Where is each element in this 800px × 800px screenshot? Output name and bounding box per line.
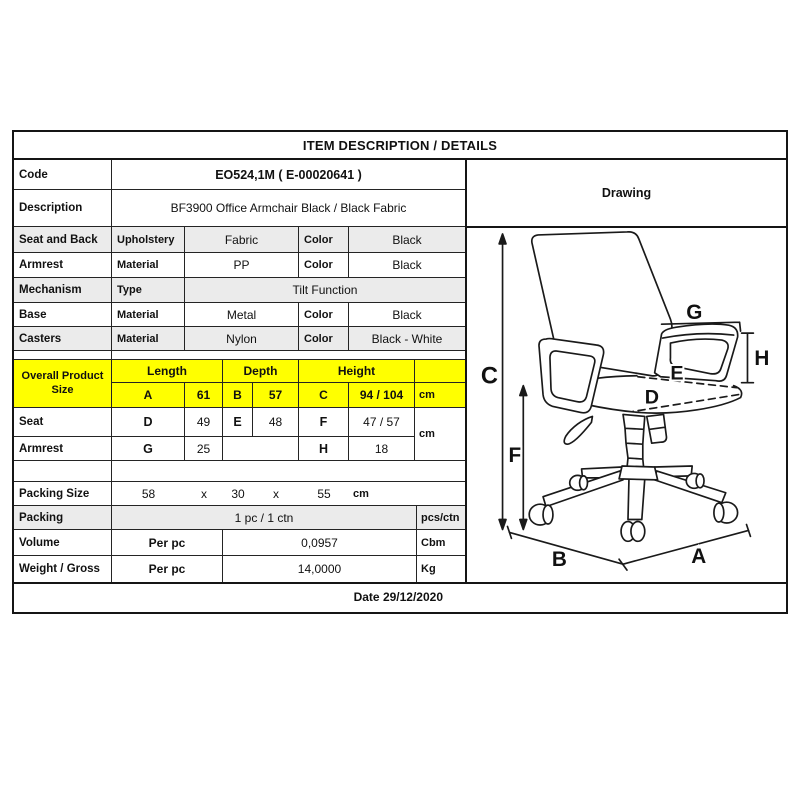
base-label: Base [14, 303, 112, 326]
armrest-value: PP [185, 253, 299, 277]
packing-label: Packing [14, 506, 112, 529]
dim-key-g: G [112, 437, 185, 460]
spacer-row [14, 461, 465, 482]
code-value: EO524,1M ( E-00020641 ) [215, 167, 362, 182]
spacer-cell [14, 351, 112, 359]
seat-back-color-value: Black [392, 232, 422, 247]
dim-arrow-c-bottom [499, 520, 506, 530]
weight-label: Weight / Gross [14, 556, 112, 582]
casters-attr: Material [112, 327, 185, 350]
dim-label-e: E [670, 362, 684, 385]
description-value: BF3900 Office Armchair Black / Black Fabric [170, 201, 407, 215]
size-header-row [112, 360, 465, 383]
dim-label-a: A [691, 545, 707, 569]
armrest-color-label: Color [299, 253, 349, 277]
empty-cell [223, 437, 299, 460]
armrest-size-row [14, 437, 415, 460]
dim-val-e: 48 [253, 408, 299, 436]
dim-val-h: 18 [349, 437, 415, 460]
weight-row [14, 556, 465, 582]
packing-value: 1 pc / 1 ctn [112, 506, 417, 529]
dim-val-d: 49 [185, 408, 223, 436]
length-header: Length [112, 360, 223, 382]
casters-color-label: Color [299, 327, 349, 350]
base-color-value: Black [392, 307, 422, 322]
code-row [14, 160, 465, 190]
chair-adjust-paddle [647, 414, 667, 443]
spacer-cell [14, 461, 112, 481]
date-value: Date 29/12/2020 [353, 589, 443, 604]
date-row [14, 582, 786, 609]
chair-tilt-lever [564, 416, 592, 444]
depth-header: Depth [223, 360, 299, 382]
chair-gas-lift [623, 414, 645, 469]
seat-size-label: Seat [14, 408, 112, 436]
dim-label-c: C [480, 362, 498, 390]
base-color-label: Color [299, 303, 349, 326]
overall-unit: cm [419, 389, 435, 401]
dim-key-b: B [223, 383, 253, 407]
seat-back-attr: Upholstery [112, 227, 185, 252]
chair-drawing [467, 228, 786, 582]
dim-key-f: F [299, 408, 349, 436]
dim-label-f: F [508, 443, 522, 468]
dim-val-f: 47 / 57 [349, 408, 415, 436]
dim-arrow-f-top [520, 386, 527, 396]
overall-values-row [112, 383, 465, 407]
size-unit: cm [419, 428, 435, 440]
drawing-header: Drawing [467, 160, 786, 228]
mechanism-label: Mechanism [14, 278, 112, 302]
spec-table [14, 160, 467, 582]
armrest-attr: Material [112, 253, 185, 277]
dim-label-b: B [551, 548, 567, 572]
packing-dim-1: 58 [141, 486, 156, 501]
sheet-title: ITEM DESCRIPTION / DETAILS [14, 132, 786, 160]
casters-label: Casters [14, 327, 112, 350]
packing-dim-2: 30 [231, 486, 245, 501]
packing-unit: pcs/ctn [421, 511, 460, 524]
seat-size-row [14, 408, 415, 437]
armrest-color-value: Black [392, 258, 422, 272]
dim-line-h [742, 333, 754, 383]
packing-x-1: x [201, 486, 207, 501]
dim-val-a: 61 [185, 383, 223, 407]
seat-back-value: Fabric [185, 227, 299, 252]
armrest-label: Armrest [14, 253, 112, 277]
weight-unit: Kg [421, 563, 436, 575]
mechanism-attr: Type [112, 278, 185, 302]
packing-x-2: x [273, 486, 279, 501]
volume-row [14, 530, 465, 556]
volume-label: Volume [14, 530, 112, 555]
chair-drawing-svg [467, 228, 786, 582]
dim-arrow-f-bottom [520, 520, 527, 530]
seat-back-label: Seat and Back [14, 227, 112, 252]
dim-label-h: H [754, 346, 770, 370]
description-row [14, 190, 465, 227]
packing-size-row [14, 482, 465, 506]
spacer-row [14, 351, 465, 360]
dim-key-a: A [112, 383, 185, 407]
casters-color-value: Black - White [371, 331, 443, 346]
base-row [14, 303, 465, 327]
dim-label-g: G [686, 301, 703, 325]
packing-dim-3: 55 [317, 486, 331, 501]
dim-label-d: D [644, 386, 660, 409]
spec-sheet [12, 130, 788, 614]
seat-armrest-size-block [14, 408, 465, 461]
volume-value: 0,0957 [223, 530, 417, 555]
height-header: Height [299, 360, 415, 382]
dim-val-g: 25 [185, 437, 223, 460]
mechanism-value: Tilt Function [292, 283, 358, 297]
chair-base-leg-front [628, 479, 645, 520]
packing-size-label: Packing Size [14, 482, 112, 505]
code-label: Code [14, 160, 112, 189]
overall-size-block [14, 360, 465, 408]
weight-per: Per pc [112, 556, 223, 582]
overall-size-label: Overall Product Size [14, 360, 112, 407]
dim-key-c: C [299, 383, 349, 407]
dim-key-h: H [299, 437, 349, 460]
armrest-size-label: Armrest [14, 437, 112, 460]
base-attr: Material [112, 303, 185, 326]
dim-val-c: 94 / 104 [349, 383, 415, 407]
sheet-body [14, 160, 786, 582]
chair-base-hub [619, 466, 658, 480]
packing-row [14, 506, 465, 530]
weight-value: 14,0000 [223, 556, 417, 582]
base-value: Metal [185, 303, 299, 326]
seat-back-color-label: Color [299, 227, 349, 252]
packing-size-unit: cm [353, 487, 369, 500]
seat-back-row [14, 227, 465, 253]
casters-value: Nylon [185, 327, 299, 350]
casters-row [14, 327, 465, 351]
volume-per: Per pc [112, 530, 223, 555]
armrest-row [14, 253, 465, 278]
volume-unit: Cbm [421, 536, 446, 549]
mechanism-row [14, 278, 465, 303]
dim-key-e: E [223, 408, 253, 436]
dim-arrow-c-top [499, 234, 506, 244]
dim-key-d: D [112, 408, 185, 436]
drawing-panel [467, 160, 786, 582]
dim-val-b: 57 [253, 383, 299, 407]
description-label: Description [14, 190, 112, 226]
